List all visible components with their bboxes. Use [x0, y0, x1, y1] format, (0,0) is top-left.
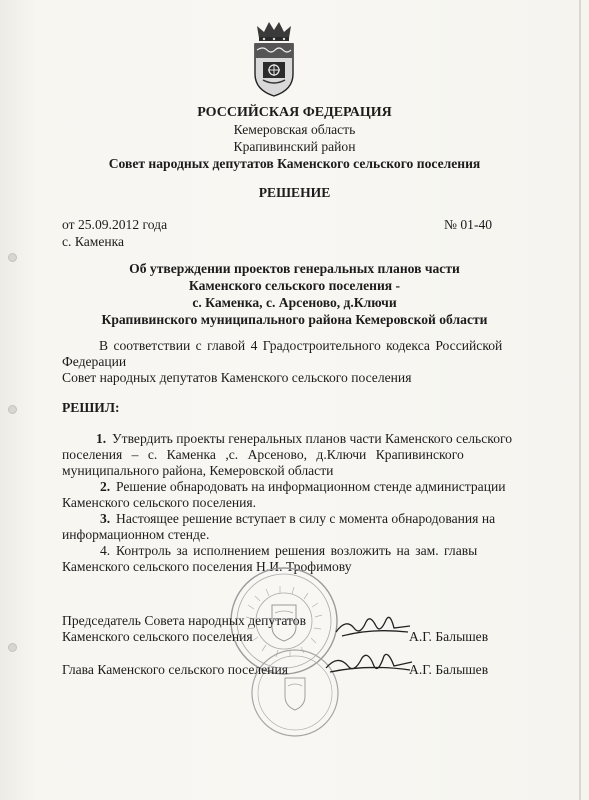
item-number: 3.: [100, 511, 111, 526]
region-name: Кемеровская область: [233, 122, 356, 137]
item-line: Каменского сельского поселения.: [62, 495, 257, 510]
handwritten-signature: [322, 648, 414, 678]
subject-line: Каменского сельского поселения -: [188, 278, 401, 293]
item-line: Каменского сельского поселения Н.И. Трофимову: [62, 559, 352, 574]
handwritten-signature: [332, 608, 414, 644]
punch-hole: [8, 643, 17, 652]
document-date: от 25.09.2012 года: [62, 217, 168, 232]
preamble-line: В соответствии с главой 4 Градостроительного кодекса Российской: [99, 338, 503, 353]
district-name: Крапивинский район: [233, 139, 356, 154]
signer-role: Председатель Совета народных депутатов: [62, 613, 306, 628]
item-line: Контроль за исполнением решения возложить на зам. главы: [116, 543, 478, 558]
item-line: муниципального района, Кемеровской области: [62, 463, 334, 478]
signer-role: Глава Каменского сельского поселения: [62, 662, 288, 677]
signer-role: Каменского сельского поселения: [62, 629, 253, 644]
item-line: Утвердить проекты генеральных планов части Каменского сельского: [112, 431, 513, 446]
punch-hole: [8, 405, 17, 414]
subject-line: Об утверждении проектов генеральных планов части: [129, 261, 460, 276]
item-number: 2.: [100, 479, 111, 494]
signer-name: А.Г. Балышев: [409, 662, 489, 677]
item-number: 1.: [96, 431, 107, 446]
document-type-title: РЕШЕНИЕ: [258, 185, 331, 200]
document-place: с. Каменка: [62, 234, 125, 249]
decided-heading: РЕШИЛ:: [62, 400, 120, 415]
item-number: 4.: [100, 543, 111, 558]
document-number: № 01-40: [444, 217, 493, 232]
council-name: Совет народных депутатов Каменского сельского поселения: [108, 156, 481, 171]
item-line: поселения – с. Каменка ,с. Арсеново, д.Ключи Крапивинского: [62, 447, 464, 462]
subject-line: Крапивинского муниципального района Кемеровской области: [101, 312, 488, 327]
item-line: Решение обнародовать на информационном стенде администрации: [116, 479, 506, 494]
preamble-line: Совет народных депутатов Каменского сельского поселения: [62, 370, 412, 385]
coat-of-arms-icon: [249, 20, 299, 98]
preamble-line: Федерации: [62, 354, 127, 369]
subject-line: с. Каменка, с. Арсеново, д.Ключи: [192, 295, 397, 310]
item-line: информационном стенде.: [62, 527, 210, 542]
signer-name: А.Г. Балышев: [409, 629, 489, 644]
country-title: РОССИЙСКАЯ ФЕДЕРАЦИЯ: [197, 105, 392, 120]
item-line: Настоящее решение вступает в силу с момента обнародования на: [116, 511, 496, 526]
